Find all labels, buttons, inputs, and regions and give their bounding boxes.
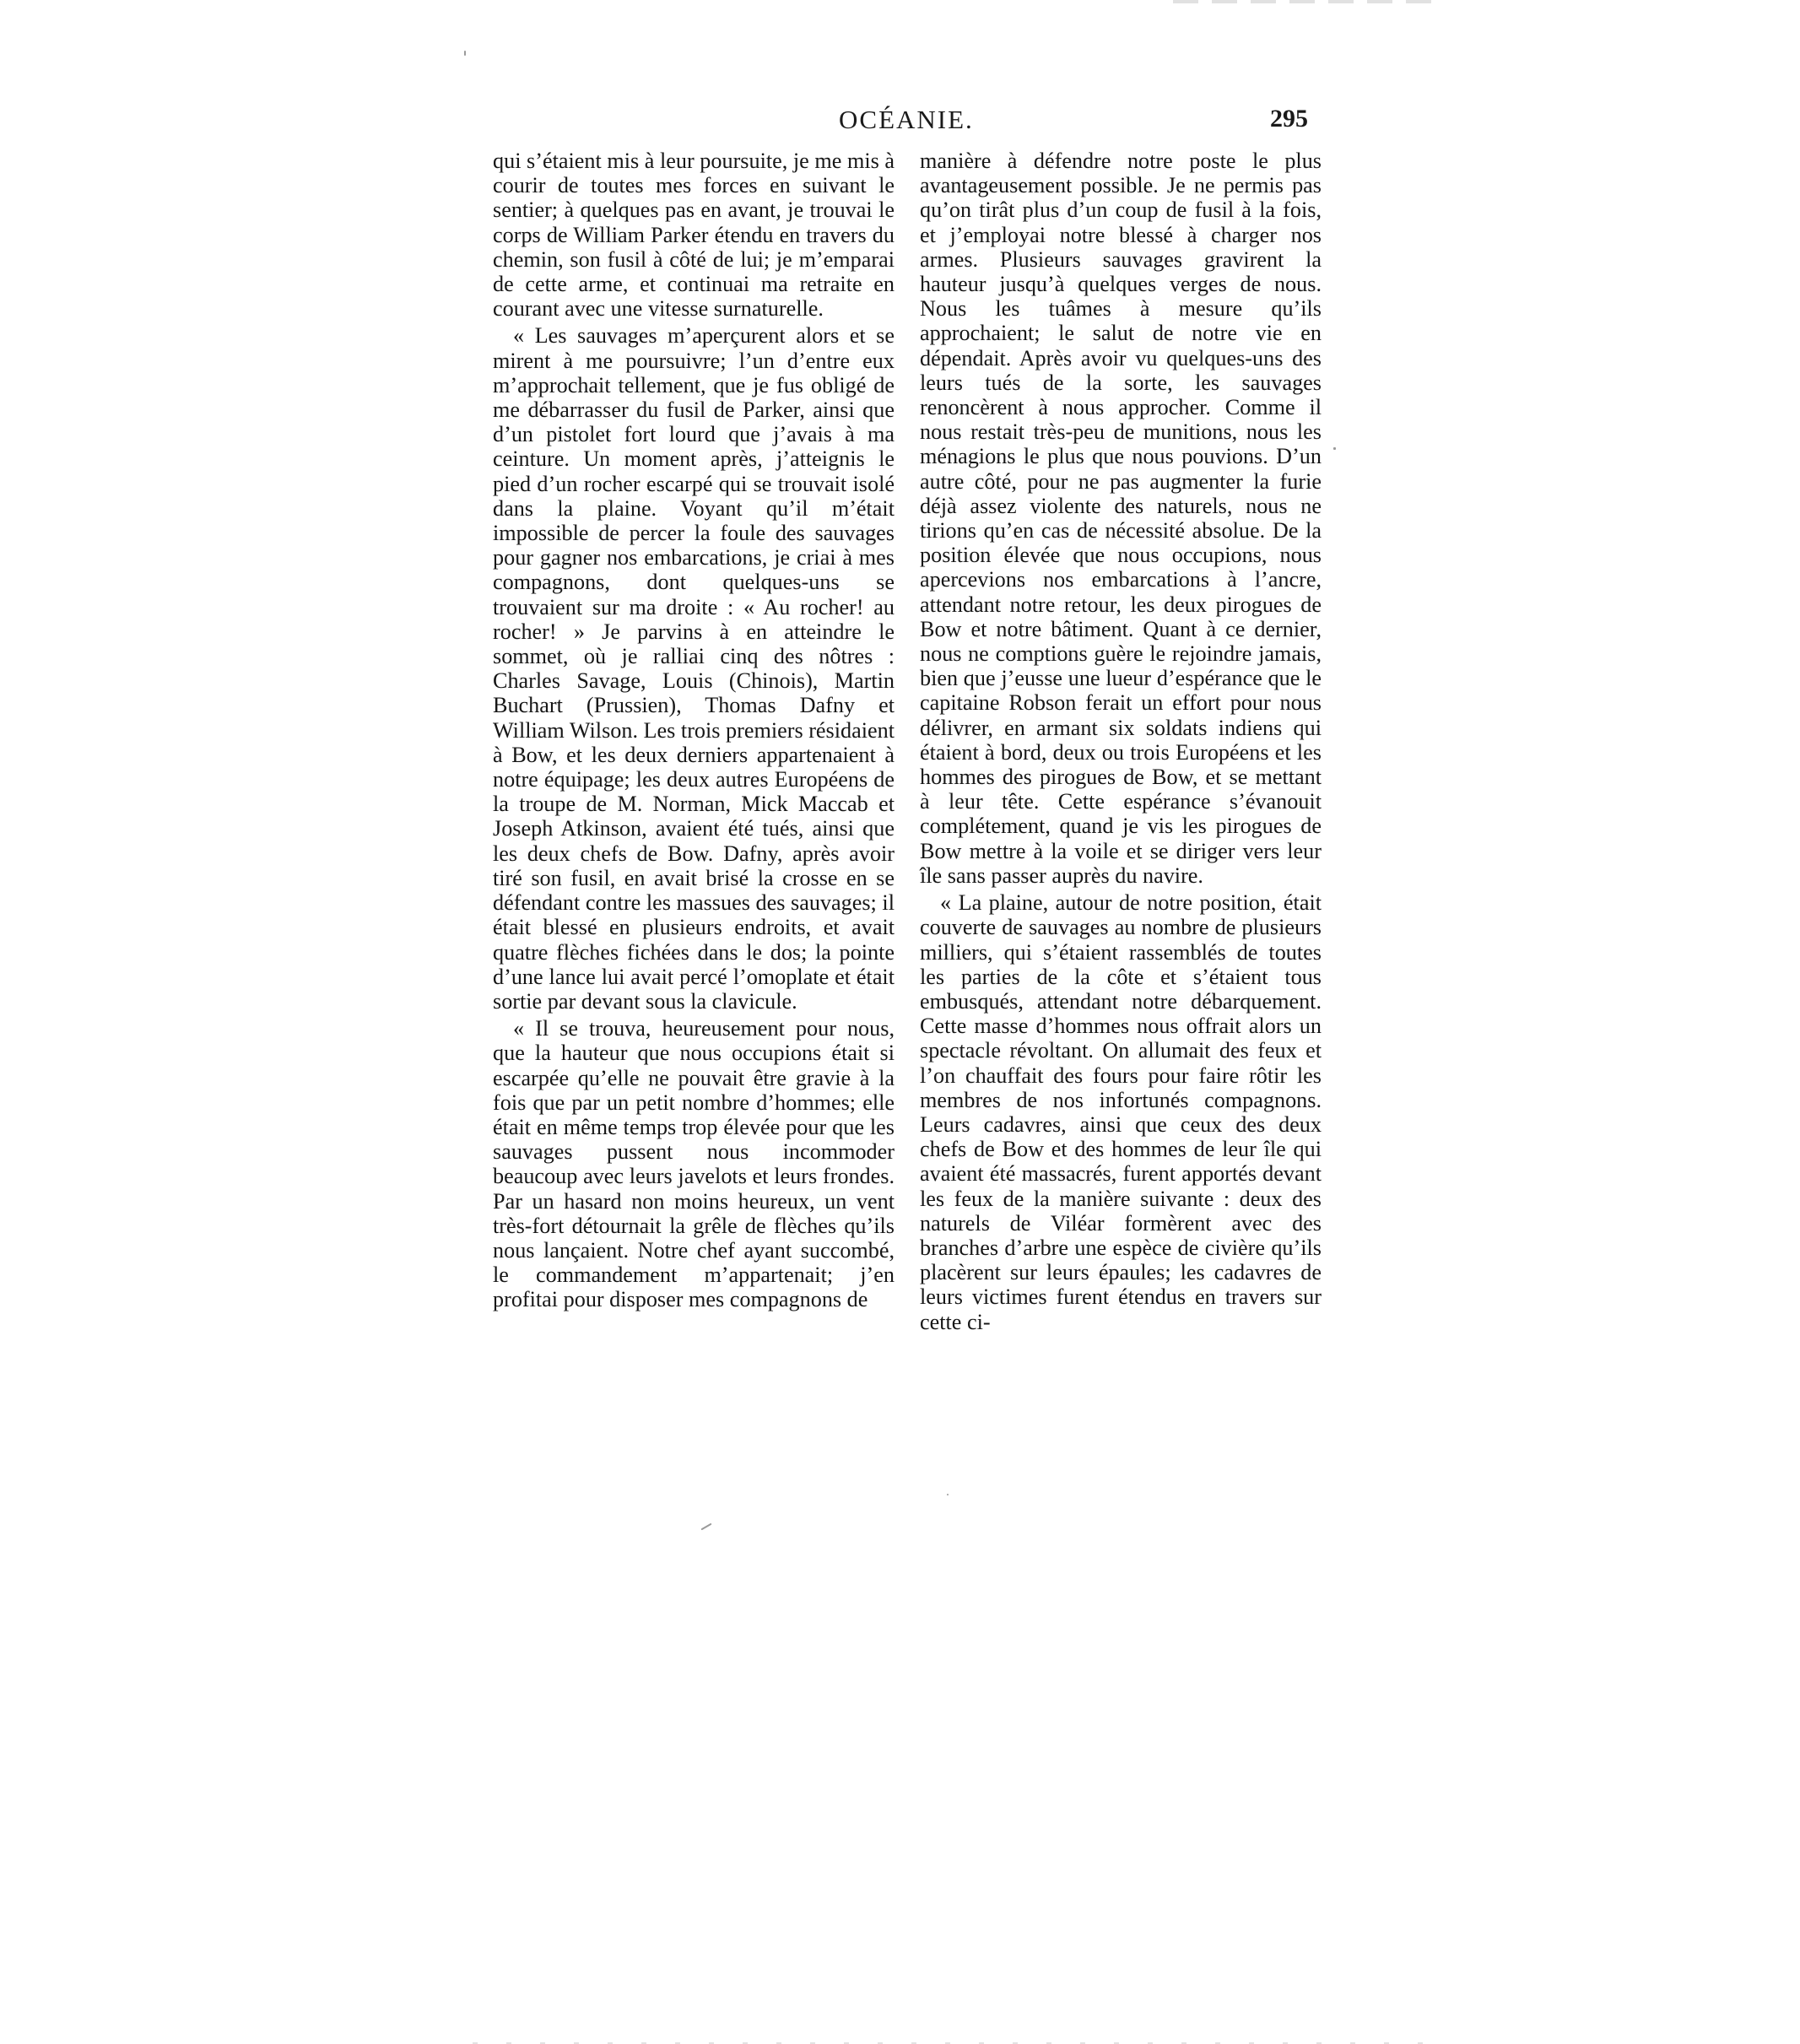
scan-speck: [700, 1523, 711, 1531]
paragraph: « Les sauvages m’aperçurent alors et se mirent à me poursuivre; l’un d’entre eux m’approchait tellement, que je fus obligé de me débarrasser du fusil de Parker, ainsi que d’un pistolet fort lourd que j’avais à ma ceinture. Un moment après, j’atteignis le pied d’un rocher escarpé qui se trouvait isolé dans la plaine. Voyant qu’il m’était impossible de percer la foule des sauvages pour gagner nos embarcations, je criai à mes compagnons, dont quelques-uns se trouvaient sur ma droite : « Au rocher! au rocher! » Je parvins à en atteindre le sommet, où je ralliai cinq des nôtres : Charles Savage, Louis (Chinois), Martin Buchart (Prussien), Thomas Dafny et William Wilson. Les trois premiers résidaient à Bow, et les deux derniers appartenaient à notre équipage; les deux autres Européens de la troupe de M. Norman, Mick Maccab et Joseph Atkinson, avaient été tués, ainsi que les deux chefs de Bow. Dafny, après avoir tiré son fusil, en avait brisé la crosse en se défendant contre les massues des sauvages; il était blessé en plusieurs endroits, et avait quatre flèches fichées dans le dos; la pointe d’une lance lui avait percé l’omoplate et était sortie par devant sous la clavicule.: [493, 323, 895, 1014]
scan-speck: [464, 51, 466, 56]
paragraph: « La plaine, autour de notre position, était couverte de sauvages au nombre de plusieurs milliers, qui s’étaient rassemblés de toutes les parties de la côte et s’étaient tous embusqués, attendant notre débarquement. Cette masse d’hommes nous offrait alors un spectacle révoltant. On allumait des feux et l’on chauffait des fours pour faire rôtir les membres de nos infortunés compagnons. Leurs cadavres, ainsi que ceux des deux chefs de Bow et des hommes de leur île qui avaient été massacrés, furent apportés devant les feux de la manière suivante : deux des naturels de Viléar formèrent avec des branches d’arbre une espèce de civière qu’ils placèrent sur leurs épaules; les cadavres de leurs victimes furent étendus en travers sur cette ci-: [920, 890, 1322, 1334]
paragraph: manière à défendre notre poste le plus avantageusement possible. Je ne permis pas qu’on tirât plus d’un coup de fusil à la fois, et j’employai notre blessé à charger nos armes. Plusieurs sauvages gravirent la hauteur jusqu’à quelques verges de nous. Nous les tuâmes à mesure qu’ils approchaient; le salut de notre vie en dépendait. Après avoir vu quelques-uns des leurs tués de la sorte, les sauvages renoncèrent à nous approcher. Comme il nous restait très-peu de munitions, nous les ménagions le plus que nous pouvions. D’un autre côté, pour ne pas augmenter la furie déjà assez violente des naturels, nous ne tirions qu’en cas de nécessité absolue. De la position élevée que nous occupions, nous apercevions nos embarcations à l’ancre, attendant notre retour, les deux pirogues de Bow et notre bâtiment. Quant à ce dernier, nous ne comptions guère le rejoindre jamais, bien que j’eusse une lueur d’espérance que le capitaine Robson ferait un effort pour nous délivrer, en armant six soldats indiens qui étaient à bord, deux ou trois Européens et les hommes des pirogues de Bow, et se mettant à leur tête. Cette espérance s’évanouit complétement, quand je vis les pirogues de Bow mettre à la voile et se diriger vers leur île sans passer auprès du navire.: [920, 149, 1322, 888]
scan-speck: [947, 1494, 949, 1495]
paragraph: « Il se trouva, heureusement pour nous, que la hauteur que nous occupions était si escarpée qu’elle ne pouvait être gravie à la fois que par un petit nombre d’hommes; elle était en même temps trop élevée pour que les sauvages pussent nous incommoder beaucoup avec leurs javelots et leurs frondes. Par un hasard non moins heureux, un vent très-fort détournait la grêle de flèches qu’ils nous lançaient. Notre chef ayant succombé, le commandement m’appartenait; j’en profitai pour disposer mes compagnons de: [493, 1016, 895, 1312]
paragraph: qui s’étaient mis à leur poursuite, je me mis à courir de toutes mes forces en suivant le sentier; à quelques pas en avant, je trouvai le corps de William Parker étendu en travers du chemin, son fusil à côté de lui; je m’emparai de cette arme, et continuai ma retraite en courant avec une vitesse surnaturelle.: [493, 149, 895, 322]
running-title: OCÉANIE.: [839, 105, 974, 134]
page-number: 295: [1270, 105, 1308, 132]
page-header: [488, 105, 1315, 138]
scan-speck: [1333, 447, 1336, 450]
scan-edge-artifact: [1173, 0, 1443, 3]
text-column-right: [920, 149, 1322, 1334]
text-column-left: [493, 149, 895, 1312]
